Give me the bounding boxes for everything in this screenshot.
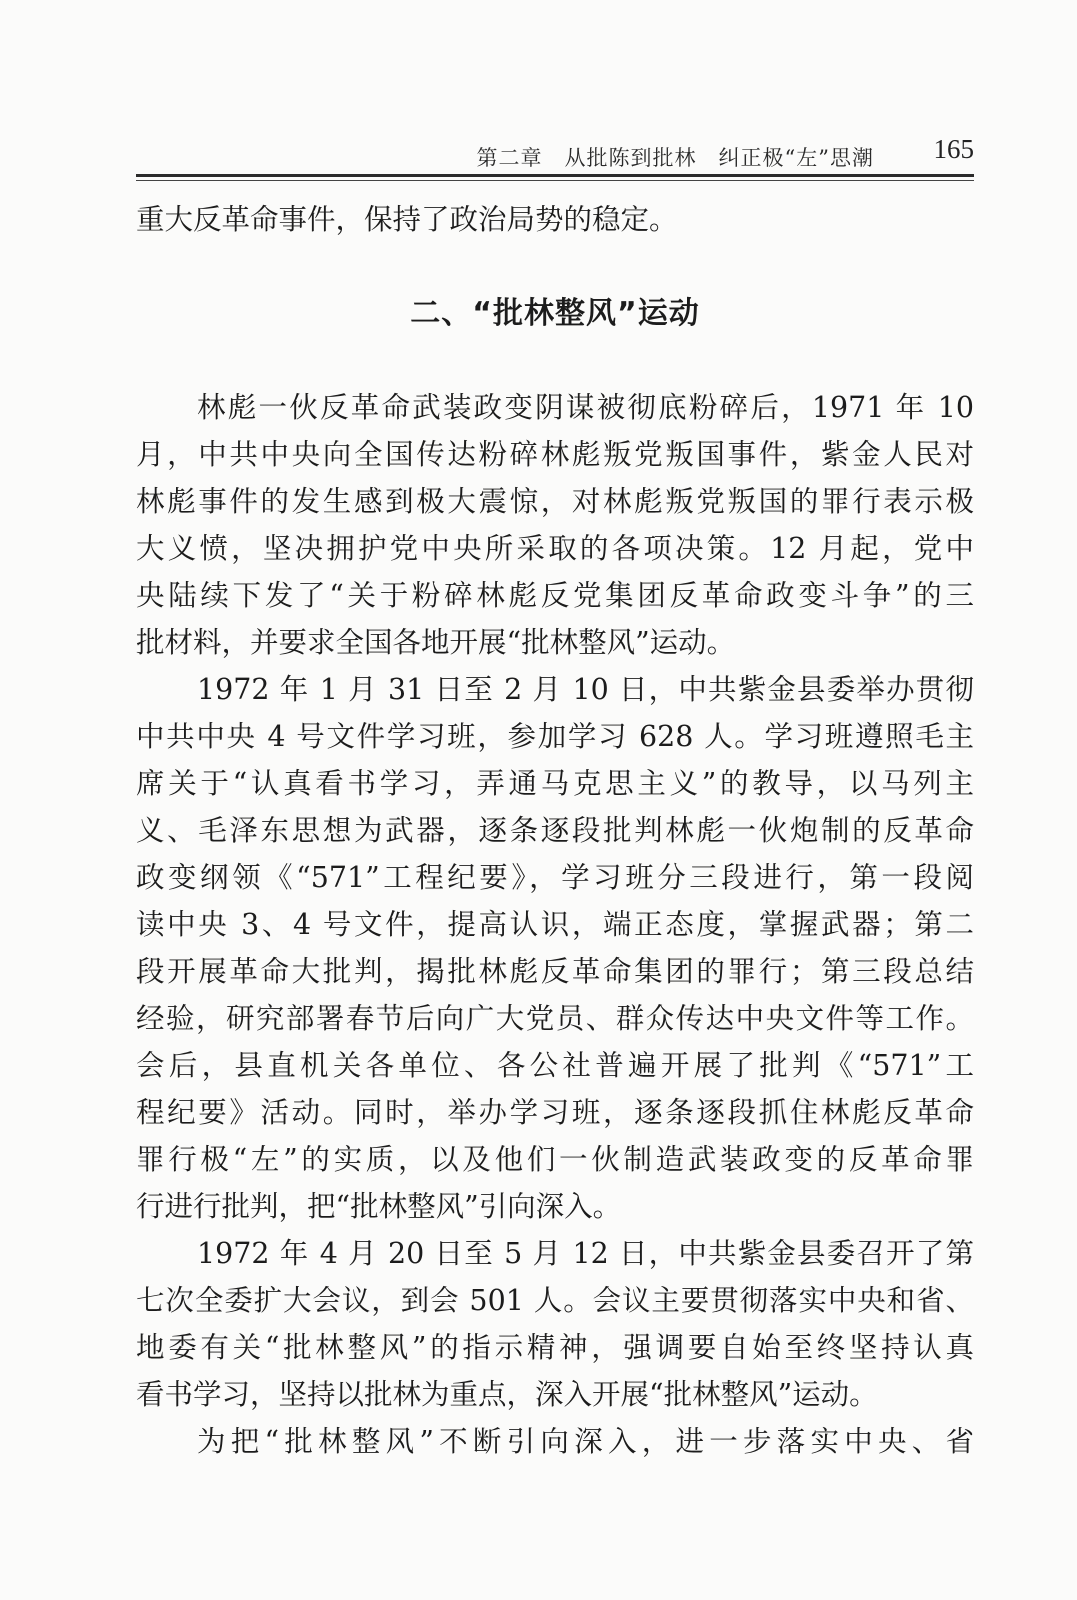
text-line: 程纪要》活动。同时，举办学习班，逐条逐段抓住林彪反革命 <box>136 1096 974 1129</box>
text-line: 看书学习，坚持以批林为重点，深入开展“批林整风”运动。 <box>136 1378 878 1411</box>
text-line: 为把“批林整风”不断引向深入，进一步落实中央、省 <box>197 1425 974 1458</box>
running-header <box>136 130 974 182</box>
text-line: 央陆续下发了“关于粉碎林彪反党集团反革命政变斗争”的三 <box>136 579 974 612</box>
paragraph <box>136 666 974 1230</box>
body-text <box>136 196 974 1465</box>
header-title-part1: 从批陈到批林 <box>564 146 697 170</box>
text-line: 经验，研究部署春节后向广大党员、群众传达中央文件等工作。 <box>136 1002 974 1035</box>
paragraph <box>136 1230 974 1418</box>
text-line: 罪行极“左”的实质，以及他们一伙制造武装政变的反革命罪 <box>136 1143 974 1176</box>
header-chapter: 第二章 <box>476 146 543 170</box>
paragraph <box>136 384 974 666</box>
text-line: 义、毛泽东思想为武器，逐条逐段批判林彪一伙炮制的反革命 <box>136 814 974 847</box>
text-line: 批材料，并要求全国各地开展“批林整风”运动。 <box>136 626 736 659</box>
text-line: 读中央 3、4 号文件，提高认识，端正态度，掌握武器；第二 <box>136 908 974 941</box>
paragraph <box>136 1418 974 1465</box>
text-line: 1972 年 1 月 31 日至 2 月 10 日，中共紫金县委举办贯彻 <box>197 673 974 706</box>
text-line: 会后，县直机关各单位、各公社普遍开展了批判《“571”工 <box>136 1049 974 1082</box>
text-line: 月，中共中央向全国传达粉碎林彪叛党叛国事件，紫金人民对 <box>136 438 974 471</box>
text-line: 政变纲领《“571”工程纪要》，学习班分三段进行，第一段阅 <box>136 861 974 894</box>
opening-line: 重大反革命事件，保持了政治局势的稳定。 <box>136 203 678 236</box>
text-line: 地委有关“批林整风”的指示精神，强调要自始至终坚持认真 <box>136 1331 974 1364</box>
text-line: 大义愤，坚决拥护党中央所采取的各项决策。12 月起，党中 <box>136 532 974 565</box>
text-line: 林彪事件的发生感到极大震惊，对林彪叛党叛国的罪行表示极 <box>136 485 974 518</box>
header-title-part2: 纠正极“左”思潮 <box>718 146 874 170</box>
header-rule-thick <box>136 174 974 177</box>
header-title <box>477 142 874 172</box>
text-line: 段开展革命大批判，揭批林彪反革命集团的罪行；第三段总结 <box>136 955 974 988</box>
section-heading: 二、“批林整风”运动 <box>410 296 700 331</box>
text-line: 七次全委扩大会议，到会 501 人。会议主要贯彻落实中央和省、 <box>136 1284 974 1317</box>
text-line: 1972 年 4 月 20 日至 5 月 12 日，中共紫金县委召开了第 <box>197 1237 974 1270</box>
text-line: 中共中央 4 号文件学习班，参加学习 628 人。学习班遵照毛主 <box>136 720 974 753</box>
text-line: 林彪一伙反革命武装政变阴谋被彻底粉碎后，1971 年 10 <box>197 391 974 424</box>
text-line: 行进行批判，把“批林整风”引向深入。 <box>136 1190 622 1223</box>
page-number: 165 <box>933 134 974 164</box>
text-line: 席关于“认真看书学习，弄通马克思主义”的教导，以马列主 <box>136 767 974 800</box>
paragraphs <box>136 384 974 1465</box>
header-rule-thin <box>136 180 974 181</box>
